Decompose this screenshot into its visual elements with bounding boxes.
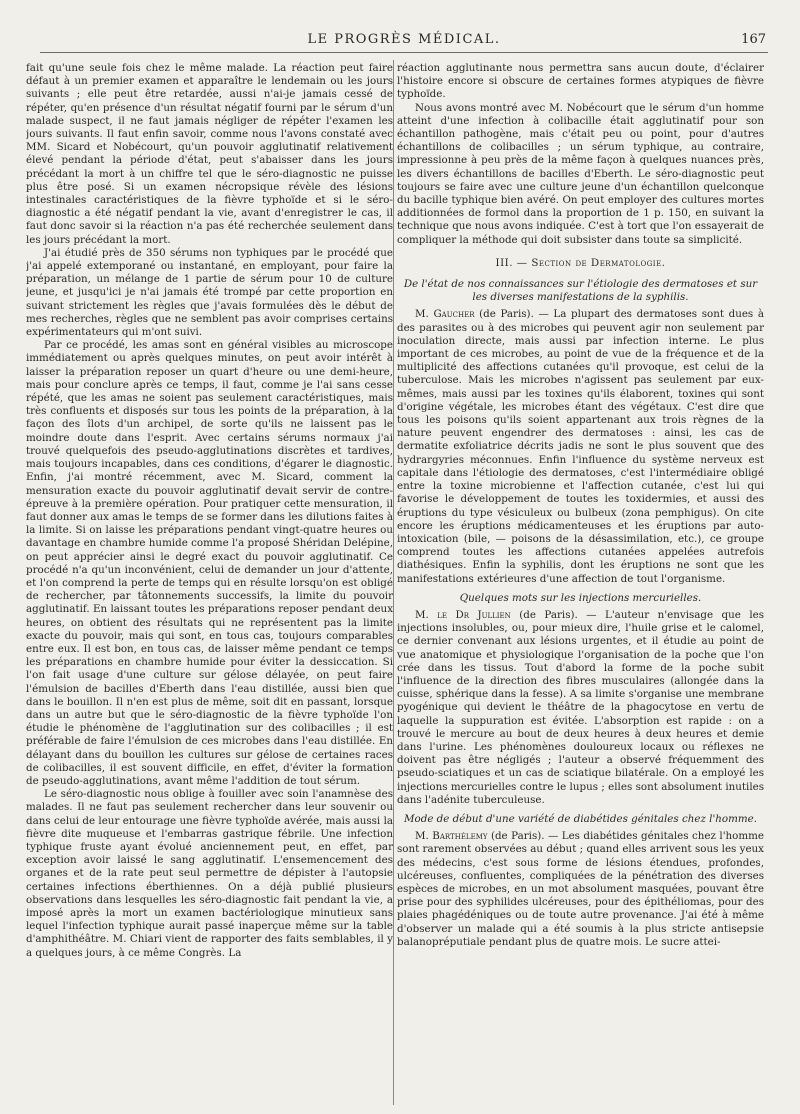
column-divider: [393, 60, 394, 1105]
paragraph: [397, 308, 764, 585]
page-number: 167: [741, 32, 766, 47]
paragraph-text: (de Paris). — La plupart des dermatoses sont dues à des parasites ou à des microbes qui peuvent agir non seulement par inoculation directe, mais aussi par infection interne. Le plus important de ces microbes, au point de vue de la fréquence et de la multiplicité des affections cutanées qu'il provoque, est celui de la tuberculose. Mais les microbes n'agissent pas seulement par eux-mêmes, mais aussi par les toxines qu'ils élaborent, toxines qui sont d'origine végétale, les microbes étant des végétaux. C'est dire que tous les poisons qu'ils soient appartenant aux trois règnes de la nature peuvent engendrer des dermatoses : ainsi, les cas de dermatite exfoliatrice décrits jadis ne sont le plus souvent que des hydrargyries méconnues. Enfin l'influence du système nerveux est capitale dans l'étiologie des dermatoses, c'est l'intermédiaire obligé entre la toxine microbienne et l'affection cutanée, c'est lui qui favorise le développement de toutes les toxidermies, et aussi des éruptions du type vésiculeux ou bulbeux (zona pemphigus). On cite encore les éruptions médicamenteuses et les éruptions par auto-intoxication (bile, — poisons de la désassimilation, etc.), ce groupe comprend toutes les affections cutanées appelées autrefois diathésiques. Enfin la syphilis, dont les éruptions ne sont que les manifestations extérieures d'une affection de tout l'organisme.: [397, 308, 764, 585]
left-column: [26, 62, 393, 1102]
journal-title: LE PROGRÈS MÉDICAL.: [307, 32, 501, 47]
paragraph: fait qu'une seule fois chez le même malade. La réaction peut faire défaut à un premier examen et apparaître le lendemain ou les jours suivants ; elle peut être retardée, aussi n'ai-je jamais cessé de répéter, qu'en présence d'un résultat négatif fourni par le sérum d'un malade suspect, il ne faut jamais négliger de répéter l'examen les jours suivants. Il faut enfin savoir, comme nous l'avons constaté avec MM. Sicard et Nobécourt, qu'un pouvoir agglutinatif relativement élevé pendant la période d'état, peut s'abaisser dans les jours précédant la mort à un chiffre tel que le séro-diagnostic ne puisse plus être posé. Si un examen nécropsique révèle des lésions intestinales caractéristiques de la fièvre typhoïde et si le séro-diagnostic a été négatif pendant la vie, avant d'enregistrer le cas, il faut donc savoir si la réaction n'a pas été recherchée seulement dans les jours précédant la mort.: [26, 62, 393, 246]
author-name: M. le Dr Jullien: [415, 608, 511, 621]
article-title: Quelques mots sur les injections mercurielles.: [459, 591, 702, 604]
running-header: [40, 30, 768, 53]
paragraph: [397, 609, 764, 807]
section-heading: III. — Section de Dermatologie.: [495, 256, 666, 269]
paragraph-text: (de Paris). — L'auteur n'envisage que les injections insolubles, ou, pour mieux dire, l'huile grise et le calomel, ce dernier convenant aux lésions urgentes, et il étudie au point de vue anatomique et physiologique l'organisation de la poche que l'on crée dans les tissus. Tout d'abord la forme de la poche subit l'influence de la direction des fibres musculaires (allongée dans la cuisse, sphérique dans la fesse). A sa limite s'organise une membrane pyogénique qui devient le théâtre de la phagocytose en vertu de laquelle la suppuration est évitée. L'absorption est rapide : on a trouvé le mercure au bout de deux heures à deux heures et demie dans l'urine. Les phénomènes douloureux locaux ou réflexes ne doivent pas être négligés ; l'auteur a observé fréquemment des pseudo-sciatiques et un cas de sciatique bilatérale. On a employé les injections mercurielles contre le lupus ; elles sont absolument inutiles dans l'adénite tuberculeuse.: [397, 608, 764, 806]
right-column: [397, 62, 764, 1102]
article-title: Mode de début d'une variété de diabétides génitales chez l'homme.: [403, 812, 757, 825]
paragraph: Le séro-diagnostic nous oblige à fouiller avec soin l'anamnèse des malades. Il ne faut pas seulement rechercher dans leur souvenir ou dans celui de leur entourage une fièvre typhoïde avérée, mais aussi la fièvre dite muqueuse et l'embarras gastrique fébrile. Une infection typhique fruste ayant évolué anciennement peut, en effet, par exception avoir laissé le sang agglutinatif. L'ensemencement des organes et de la rate peut seul permettre de dépister à l'autopsie certaines infections éberthiennes. On a déjà publié plusieurs observations dans lesquelles les séro-diagnostic fait pendant la vie, a imposé après la mort un examen bactériologique minutieux sans lequel l'infection typhique aurait passé inaperçue même sur la table d'amphithéâtre. M. Chiari vient de rapporter des faits semblables, il y a quelques jours, à ce même Congrès. La: [26, 788, 393, 959]
paragraph: [397, 830, 764, 949]
paragraph: Nous avons montré avec M. Nobécourt que le sérum d'un homme atteint d'une infection à colibacille était agglutinatif pour son échantillon pathogène, mais c'était peu ou point, pour d'autres échantillons de colibacilles ; un sérum typhique, au contraire, impressionne à peu près de la même façon à quelques nuances près, les divers échantillons de bacilles d'Eberth. Le séro-diagnostic peut toujours se faire avec une culture jeune d'un échantillon quelconque du bacille typhique bien avéré. On peut employer des cultures mortes additionnées de formol dans la proportion de 1 p. 150, en suivant la technique que nous avons indiquée. C'est à tort que l'on essayerait de compliquer la méthode qui doit subsister dans toute sa simplicité.: [397, 101, 764, 246]
paragraph: réaction agglutinante nous permettra sans aucun doute, d'éclairer l'histoire encore si obscure de certaines formes atypiques de fièvre typhoïde.: [397, 62, 764, 101]
article-title: De l'état de nos connaissances sur l'étiologie des dermatoses et sur les diverses manifestations de la syphilis.: [403, 278, 758, 304]
paragraph: Par ce procédé, les amas sont en général visibles au microscope immédiatement ou après quelques minutes, on peut avoir intérêt à laisser la préparation reposer un quart d'heure ou une demi-heure, mais pour conclure après ce temps, il faut, comme je l'ai sans cesse répété, que les amas ne soient pas seulement caractéristiques, mais très confluents et disposés sur tous les points de la préparation, à la façon des îlots d'un archipel, de sorte qu'ils ne laissent pas le moindre doute dans l'esprit. Avec certains sérums normaux j'ai trouvé quelquefois des pseudo-agglutinations discrètes et tardives, mais toujours incapables, dans ces conditions, d'égarer le diagnostic. Enfin, j'ai montré récemment, avec M. Sicard, comment la mensuration exacte du pouvoir agglutinatif devait servir de contre-épreuve à la première opération. Pour pratiquer cette mensuration, il faut donner aux amas le temps de se former dans les dilutions faites à la limite. Si on laisse les préparations pendant vingt-quatre heures ou davantage en chambre humide comme l'a proposé Shéridan Delépine, on peut apprécier ainsi le degré exact du pouvoir agglutinatif. Ce procédé n'a qu'un inconvénient, celui de demander un jour d'attente, et l'on comprend la perte de temps qui en résulte lorsqu'on est obligé de rechercher, par tâtonnements successifs, la limite du pouvoir agglutinatif. En laissant toutes les préparations reposer pendant deux heures, on obtient des résultats qui ne représentent pas la limite exacte du pouvoir, mais qui sont, en tous cas, toujours comparables entre eux. Il est bon, en tous cas, de laisser même pendant ce temps les préparations en chambre humide pour éviter la dessiccation. Si l'on fait usage d'une culture sur gélose délayée, on peut faire l'émulsion de bacilles d'Eberth dans l'eau distillée, aussi bien que dans le bouillon. Il n'en est plus de même, soit dit en passant, lorsque dans un autre but que le séro-diagnostic de la fièvre typhoïde l'on étudie le phénomène de l'agglutination sur des colibacilles ; il est préférable de faire l'émulsion de ces microbes dans l'eau distillée. En délayant dans du bouillon les cultures sur gélose de certaines races de colibacilles, il est souvent difficile, en effet, d'éviter la formation de pseudo-agglutinations, avant même l'addition de tout sérum.: [26, 339, 393, 787]
author-name: M. Gaucher: [415, 308, 475, 321]
author-name: M. Barthélemy: [415, 830, 488, 843]
paragraph: J'ai étudié près de 350 sérums non typhiques par le procédé que j'ai appelé extemporané ou instantané, en employant, pour faire la préparation, un mélange de 1 partie de sérum pour 10 de culture jeune, et jusqu'ici je n'ai jamais été trompé par cette proportion en suivant strictement les règles que j'avais formulées dès le début de mes recherches, règles que ne semblent pas avoir comprises certains expérimentateurs qui m'ont suivi.: [26, 246, 393, 339]
paragraph-text: (de Paris). — Les diabétides génitales chez l'homme sont rarement observées au début ; quand elles arrivent sous les yeux des médecins, c'est sous forme de lésions étendues, profondes, ulcéreuses, confluentes, compliquées de la pénétration des diverses espèces de microbes, en un mot absolument masquées, pouvant être prise pour des syphilides ulcéreuses, pour des épithéliomas, pour des plaies phagédéniques ou de toute autre provenance. J'ai été à même d'observer un malade qui a été soumis à la plus stricte antisepsie balanopréputiale pendant plus de quatre mois. Le sucre attei-: [397, 830, 764, 948]
